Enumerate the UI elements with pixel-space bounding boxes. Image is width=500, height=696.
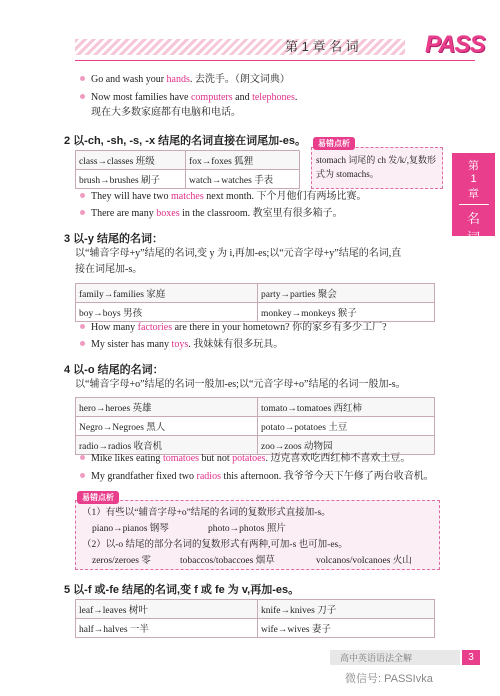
bullet-icon [80, 76, 85, 81]
table-cell: watch→watches 手表 [186, 170, 300, 189]
example-sentence [80, 452, 410, 465]
table-cell: fox→foxes 狐狸 [186, 151, 300, 170]
table-row [76, 284, 435, 303]
sentence-text: and [232, 92, 253, 103]
bullet-icon [80, 455, 85, 460]
highlighted-word: matches [170, 191, 204, 202]
example-sentence [80, 190, 367, 203]
word-table [75, 599, 435, 638]
table-cell: wife→wives 妻子 [258, 619, 435, 638]
table-cell: party→parties 聚会 [258, 284, 435, 303]
sentence-text: Go and wash your [91, 74, 167, 85]
table-row [76, 170, 300, 189]
sentence-text: Mike likes eating [91, 453, 163, 464]
highlighted-word: factories [137, 322, 173, 333]
page-footer [330, 650, 480, 666]
table-cell: boy→boys 男孩 [76, 303, 258, 322]
table-cell: family→families 家庭 [76, 284, 258, 303]
sentence-text: . 我妹妹有很多玩具。 [188, 339, 284, 350]
note-text: photo→photos 照片 [208, 524, 286, 534]
side-tab-text: 名 [466, 211, 480, 226]
wechat-watermark: 微信号: PASSIvka [345, 673, 433, 685]
chapter-side-tab [452, 153, 495, 245]
note-tag: 易错点析 [313, 137, 355, 150]
table-cell: brush→brushes 刷子 [76, 170, 186, 189]
word-table [75, 150, 300, 189]
highlighted-word: telephones [252, 92, 295, 103]
sentence-text: this afternoon. 我爷爷今天下午修了两台收音机。 [220, 471, 434, 482]
table-cell: class→classes 班级 [76, 151, 186, 170]
sentence-text: My sister has many [91, 339, 172, 350]
table-cell: zoo→zoos 动物园 [258, 436, 435, 455]
sentence-text: Now most families have [91, 92, 191, 103]
table-row [76, 398, 435, 417]
rule-description: 接在词尾加-s。 [75, 264, 143, 275]
note-text: volcanos/volcanoes 火山 [316, 556, 412, 566]
table-row [76, 151, 300, 170]
table-cell: Negro→Negroes 黑人 [76, 417, 258, 436]
bullet-icon [80, 341, 85, 346]
note-text: （2）以-o 结尾的部分名词的复数形式有两种,可加-s 也可加-es。 [82, 540, 348, 550]
side-tab-text: 第 [468, 160, 479, 172]
sentence-text: . 迈克喜欢吃西红柿不喜欢土豆。 [265, 453, 411, 464]
word-table [75, 283, 435, 322]
example-sentence [80, 338, 283, 351]
bullet-icon [80, 193, 85, 198]
example-sentence [80, 207, 343, 220]
note-text: （1）有些以“辅音字母+o”结尾的名词的复数形式直接加-s。 [82, 508, 331, 518]
table-row [76, 619, 435, 638]
sentence-text: . 去洗手。（朗文词典） [189, 74, 290, 85]
sentence-text: are there in your hometown? 你的家乡有多少工厂? [172, 322, 387, 333]
bullet-icon [80, 210, 85, 215]
note-text: piano→pianos 钢琴 [92, 524, 169, 534]
table-cell: knife→knives 刀子 [258, 600, 435, 619]
table-cell: potato→potatoes 土豆 [258, 417, 435, 436]
sentence-text: in the classroom. 教室里有很多箱子。 [179, 208, 343, 219]
sentence-text: but not [199, 453, 233, 464]
highlighted-word: computers [190, 92, 233, 103]
side-tab-text: 1 [470, 173, 477, 185]
translation-text: 现在大多数家庭都有电脑和电话。 [91, 107, 241, 118]
side-tab-divider [459, 204, 489, 205]
sentence-text: They will have two [91, 191, 171, 202]
highlighted-word: potatoes [232, 453, 266, 464]
example-sentence [80, 73, 290, 86]
highlighted-word: toys [171, 339, 189, 350]
page-number: 3 [462, 650, 480, 665]
page-header [75, 31, 485, 61]
sentence-text: . [294, 92, 298, 103]
bullet-icon [80, 94, 85, 99]
section-heading: 5 以-f 或-fe 结尾的名词,变 f 或 fe 为 v,再加-es。 [64, 584, 300, 596]
highlighted-word: radios [196, 471, 221, 482]
section-heading: 2 以-ch, -sh, -s, -x 结尾的名词直接在词尾加-es。 [64, 135, 307, 147]
note-text: tobaccos/tobaccoes 烟草 [180, 556, 275, 566]
sentence-text: My grandfather fixed two [91, 471, 197, 482]
table-row [76, 417, 435, 436]
bullet-icon [80, 324, 85, 329]
pass-logo: PASS [425, 31, 485, 58]
example-sentence [80, 91, 297, 104]
chapter-title: 第 1 章 名 词 [285, 39, 359, 54]
bullet-icon [80, 473, 85, 478]
note-tag: 易错点析 [77, 491, 119, 504]
table-row [76, 303, 435, 322]
header-divider [75, 60, 475, 61]
highlighted-word: boxes [156, 208, 180, 219]
table-cell: radio→radios 收音机 [76, 436, 258, 455]
sentence-text: next month. 下个月他们有两场比赛。 [203, 191, 367, 202]
example-sentence [80, 470, 434, 483]
highlighted-word: hands [166, 74, 190, 85]
example-sentence [80, 321, 387, 334]
side-tab-text: 词 [466, 230, 480, 245]
rule-description: 以“辅音字母+y”结尾的名词,变 y 为 i,再加-es;以“元音字母+y”结尾的名词,直 [75, 248, 402, 259]
note-text: zeros/zeroes 零 [92, 556, 151, 566]
section-heading: 4 以-o 结尾的名词： [64, 364, 164, 376]
book-title: 高中英语语法全解 [340, 653, 413, 663]
table-cell: hero→heroes 英雄 [76, 398, 258, 417]
section-heading: 3 以-y 结尾的名词： [64, 233, 164, 245]
side-tab-text: 章 [468, 188, 479, 200]
word-table [75, 397, 435, 455]
table-cell: leaf→leaves 树叶 [76, 600, 258, 619]
rule-description: 以“辅音字母+o”结尾的名词一般加-es;以“元音字母+o”结尾的名词一般加-s。 [75, 379, 406, 390]
table-cell: tomato→tomatoes 西红柿 [258, 398, 435, 417]
table-cell: monkey→monkeys 猴子 [258, 303, 435, 322]
sentence-text: There are many [91, 208, 157, 219]
table-row [76, 600, 435, 619]
highlighted-word: tomatoes [162, 453, 200, 464]
note-text: stomach 词尾的 ch 发/k/,复数形式为 stomachs。 [316, 155, 436, 179]
sentence-text: How many [91, 322, 138, 333]
table-cell: half→halves 一半 [76, 619, 258, 638]
